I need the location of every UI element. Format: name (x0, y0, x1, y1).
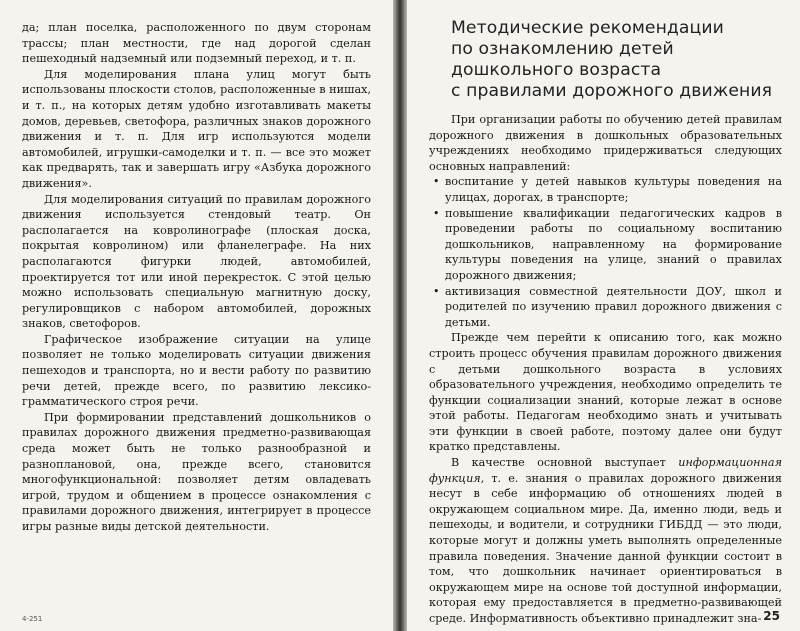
list-item-text: активизация совместной деятельности ДОУ, школ и родителей по изучению правил дорожного движения с детьми. (445, 284, 782, 329)
right-page (407, 0, 800, 631)
list-item (429, 206, 782, 284)
section-title (451, 18, 782, 102)
page-number: 25 (763, 609, 780, 623)
title-line-4: с правилами дорожного движения (451, 81, 773, 101)
list-item-text: повышение квалификации педагогических кадров в проведении работы по социальному воспитанию дошкольников, направленному на формирование культуры поведения на улице, знаний о правилах дорожного движения; (445, 206, 782, 282)
left-paragraph-5: При формировании представлений дошкольников о правилах дорожного движения предметно-развивающая среда может быть не только разнообразной и разноплановой, она, прежде всего, становится многофункциональной: позволяет детям овладевать игрой, трудом и общением в процессе ознакомления с правилами дорожного движения, интегрирует в процессе игры разные виды детской деятельности. (22, 410, 371, 533)
title-line-3: дошкольного возраста (451, 60, 662, 80)
body-paragraph-2: Прежде чем перейти к описанию того, как можно строить процесс обучения правилам дорожного движения с детьми дошкольного возраста в условиях образовательного учреждения, необходимо определить те функции социализации знаний, которые лежат в основе этой работы. Педагогам необходимо знать и учитывать эти функции в своей работе, поэтому далее они будут кратко представлены. (429, 331, 782, 454)
title-line-2: по ознакомлению детей (451, 39, 674, 59)
directions-list (429, 174, 782, 330)
left-paragraph-4: Графическое изображение ситуации на улице позволяет не только моделировать ситуации движения пешеходов и транспорта, но и вести работу по развитию речи детей, прежде всего, по развитию лексико-грамматического строя речи. (22, 332, 371, 409)
bullet-icon: • (433, 175, 440, 189)
bullet-icon: • (433, 284, 440, 298)
book-gutter (393, 0, 407, 631)
title-line-1: Методические рекомендации (451, 18, 724, 38)
list-item (429, 174, 782, 205)
left-paragraph-3: Для моделирования ситуаций по правилам дорожного движения используется стендовый театр. Он располагается на ковролинографе (плоская доска, покрытая ковролином) или фланелеграфе. На них располагаются фигурки людей, автомобилей, проектируется тот или иной перекресток. С этой целью можно использовать специальную магнитную доску, регулировщиков с набором автомобилей, дорожных знаков, светофоров. (22, 192, 371, 331)
body-paragraph-3 (429, 455, 782, 627)
bullet-icon: • (433, 206, 440, 220)
para3-rest: , т. е. знания о правилах дорожного движения несут в себе информацию об отношениях людей в окружающем социальном мире. Да, именно люди, ведь и пешеходы, и водители, и сотрудники ГИБДД — это люди, которые могут и должны уметь выполнять определенные правила поведения. Значение данной функции состоит в том, что дошкольник начинает ориентироваться в окружающем мире на основе той доступной информации, которая ему предоставляется в предметно-развивающей среде. Информативность объективно принадлежит зна- (429, 471, 782, 625)
left-paragraph-2: Для моделирования плана улиц могут быть использованы плоскости столов, расположенные в нишах, и т. п., на которых детям удобно изготавливать макеты домов, деревьев, светофора, различных знаков дорожного движения и т. п. Для игр используются модели автомобилей, игрушки-самоделки и т. п. — все это может как предварять, так и завершать игру «Азбука дорожного движения». (22, 67, 371, 190)
signature-mark: 4-251 (22, 615, 43, 623)
list-item (429, 284, 782, 331)
para3-start: В качестве основной выступает (451, 456, 679, 470)
intro-paragraph: При организации работы по обучению детей правилам дорожного движения в дошкольных образовательных учреждениях необходимо придерживаться следующих основных направлений: (429, 113, 782, 173)
emphasized-term: информационная функция (429, 456, 782, 485)
left-page (0, 0, 393, 631)
left-paragraph-1: да; план поселка, расположенного по двум сторонам трассы; план местности, где над дорогой сделан пешеходный надземный или подземный переход, и т. п. (22, 21, 371, 66)
list-item-text: воспитание у детей навыков культуры поведения на улицах, дорогах, в транспорте; (445, 175, 782, 204)
